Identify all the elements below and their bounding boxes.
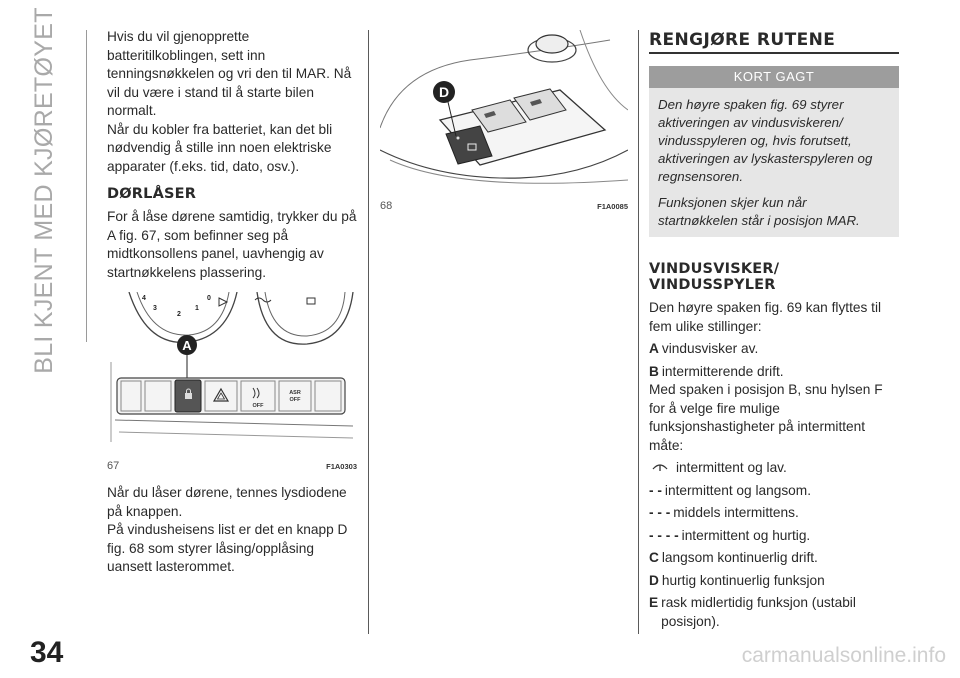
column-2: [380, 30, 628, 212]
callout-marker: [177, 335, 197, 355]
figure-number: 67: [107, 460, 120, 472]
chapter-heading: RENGJØRE RUTENE: [649, 30, 836, 50]
watermark-text: carmanualsonline.info: [741, 644, 946, 667]
paragraph-central-lock: For å låse dørene samtidig, trykker du på A fig. 67, som befinner seg på midtkonsollens panel, uavhengig av startnøkkelens plassering.: [107, 209, 357, 280]
console-panel-illustration: [107, 292, 357, 452]
summary-label: KORT GAGT: [649, 66, 899, 88]
figure-67: [107, 292, 357, 472]
section-heading-door-locks: DØRLÅSER: [107, 186, 197, 202]
column-divider-1: [368, 30, 369, 634]
svg-text:OFF: OFF: [252, 403, 264, 409]
column-3: [649, 30, 899, 631]
list-item: B intermitterende drift.: [649, 363, 784, 379]
paragraph-led: Når du låser dørene, tennes lysdiodene på knappen.: [107, 485, 347, 519]
svg-text:OFF: OFF: [289, 397, 301, 403]
list-item: - - - middels intermittens.: [649, 505, 799, 520]
figure-code: F1A0085: [597, 202, 628, 211]
list-item: - - - - intermittent og hurtig.: [649, 527, 811, 543]
list-item: intermittent og lav.: [649, 459, 899, 478]
chapter-side-title: BLI KJENT MED KJØRETØYET: [29, 6, 58, 374]
list-item: C langsom kontinuerlig drift.: [649, 550, 818, 565]
svg-text:D: D: [438, 84, 450, 100]
dial-number: 0: [207, 295, 211, 302]
list-item: E rask midlertidig funksjon (ustabil posisjon).: [649, 595, 856, 629]
dial-number: 4: [142, 295, 146, 302]
paragraph-lever-positions: Den høyre spaken fig. 69 kan flyttes til fem ulike stillinger:: [649, 300, 882, 334]
paragraph-reset-devices: Når du kobler fra batteriet, kan det bli nødvendig å stille inn noen elektriske apparater (f.eks. tid, dato, osv.).: [107, 121, 333, 174]
figure-number: 68: [380, 200, 393, 212]
column-divider-2: [638, 30, 639, 634]
figure-68: [380, 30, 628, 212]
figure-code: F1A0303: [326, 462, 357, 471]
list-item: - - intermittent og langsom.: [649, 482, 811, 498]
summary-text: Den høyre spaken fig. 69 styrer aktiveringen av vindusviskeren/ vindusspyleren og, hvis forutsett, aktiveringen av lyskasterspyleren og regnsensoren.: [658, 97, 873, 184]
wiper-intermittent-icon: [652, 459, 668, 478]
paragraph-sleeve: Med spaken i posisjon B, snu hylsen F for å velge fire mulige funksjonshastigheter på intermittent måte:: [649, 382, 883, 453]
title-underline: [649, 52, 899, 54]
dial-number: 1: [195, 305, 199, 312]
paragraph-reconnect: Hvis du vil gjenopprette batteritilkoblingen, sett inn tenningsnøkkelen og vri den til MAR. Nå vil du være i stand til å starte bilen normalt.: [107, 29, 352, 118]
rear-defrost-icon: [307, 298, 315, 304]
defrost-icon: [255, 298, 271, 302]
section-heading-wiper: VINDUSVISKER/ VINDUSSPYLER: [649, 261, 780, 293]
list-item: A vindusvisker av.: [649, 341, 759, 356]
page-number: 34: [30, 636, 64, 669]
svg-text:A: A: [182, 338, 192, 353]
summary-box: [649, 88, 899, 237]
door-lock-button-illustration: [175, 380, 201, 412]
list-item: D hurtig kontinuerlig funksjon: [649, 572, 825, 588]
summary-text: Funksjonen skjer kun når startnøkkelen står i posisjon MAR.: [658, 195, 860, 228]
dial-number: 2: [177, 311, 181, 318]
column-1: [107, 28, 357, 577]
callout-marker: [433, 81, 455, 103]
svg-text:ASR: ASR: [289, 390, 301, 396]
window-switch-illustration: [380, 30, 628, 194]
side-divider: [86, 30, 87, 342]
dial-number: 3: [153, 305, 157, 312]
paragraph-button-d: På vindusheisens list er det en knapp D fig. 68 som styrer låsing/opplåsing uansett lasterommet.: [107, 522, 348, 574]
